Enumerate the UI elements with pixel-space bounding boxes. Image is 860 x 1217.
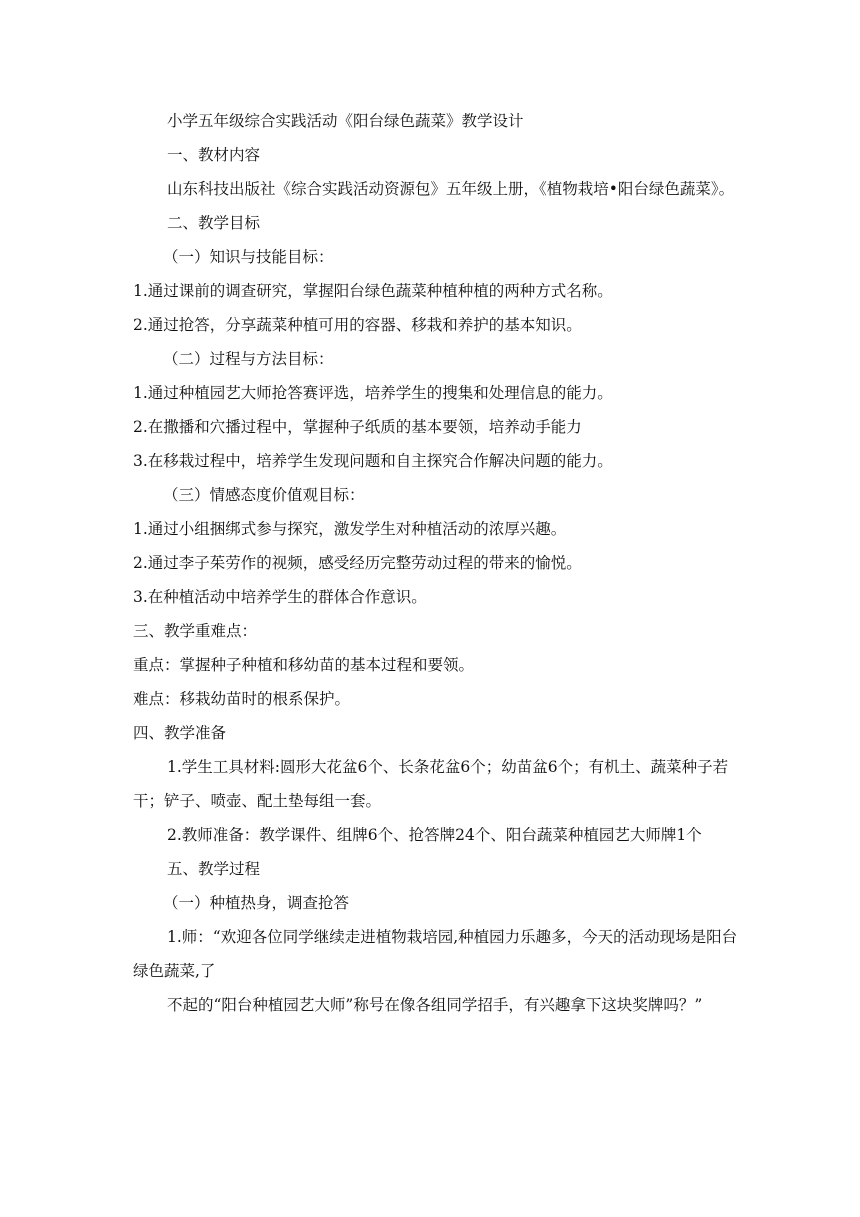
list-item: 2.在撒播和穴播过程中，掌握种子纸质的基本要领，培养动手能力 [133,418,582,436]
subheading-attitudes-values: （三）情感态度价值观目标： [163,486,365,504]
list-item: 3.在种植活动中培养学生的群体合作意识。 [133,588,427,606]
document-body [133,104,738,1022]
list-item: 1.通过小组捆绑式参与探究，激发学生对种植活动的浓厚兴趣。 [133,520,567,538]
materials-paragraph: 山东科技出版社《综合实践活动资源包》五年级上册，《植物栽培•阳台绿色蔬菜》。 [167,180,735,198]
process-paragraph: 1.师：“欢迎各位同学继续走进植物栽培园,种植园力乐趣多，今天的活动现场是阳台绿色蔬菜,了 [133,928,738,980]
subheading-warmup: （一）种植热身，调查抢答 [163,894,350,912]
list-item: 2.通过抢答，分享蔬菜种植可用的容器、移栽和养护的基本知识。 [133,316,582,334]
list-item: 3.在移栽过程中，培养学生发现问题和自主探究合作解决问题的能力。 [133,452,613,470]
section-heading-process: 五、教学过程 [167,860,261,878]
list-item: 1.通过种植园艺大师抢答赛评选，培养学生的搜集和处理信息的能力。 [133,384,613,402]
teacher-preparation-paragraph: 2.教师准备：教学课件、组牌6个、抢答牌24个、阳台蔬菜种植园艺大师牌1个 [167,826,702,844]
subheading-knowledge-skills: （一）知识与技能目标： [163,248,334,266]
section-heading-preparation: 四、教学准备 [133,724,227,742]
document-title: 小学五年级综合实践活动《阳台绿色蔬菜》教学设计 [167,112,524,130]
subheading-process-methods: （二）过程与方法目标： [163,350,334,368]
section-heading-objectives: 二、教学目标 [167,214,261,232]
section-heading-materials: 一、教材内容 [167,146,261,164]
process-paragraph: 不起的“阳台种植园艺大师”称号在像各组同学招手，有兴趣拿下这块奖牌吗？” [167,996,703,1014]
list-item: 2.通过李子茱劳作的视频，感受经历完整劳动过程的带来的愉悦。 [133,554,582,572]
key-point-text: 重点：掌握种子种植和移幼苗的基本过程和要领。 [133,656,475,674]
list-item: 1.通过课前的调查研究，掌握阳台绿色蔬菜种植种植的两种方式名称。 [133,282,613,300]
section-heading-key-difficulties: 三、教学重难点： [133,622,258,640]
student-materials-paragraph: 1.学生工具材料:圆形大花盆6个、长条花盆6个；幼苗盆6个；有机土、蔬菜种子若干；铲子、喷壶、配土垫每组一套。 [133,758,729,810]
difficulty-text: 难点：移栽幼苗时的根系保护。 [133,690,351,708]
